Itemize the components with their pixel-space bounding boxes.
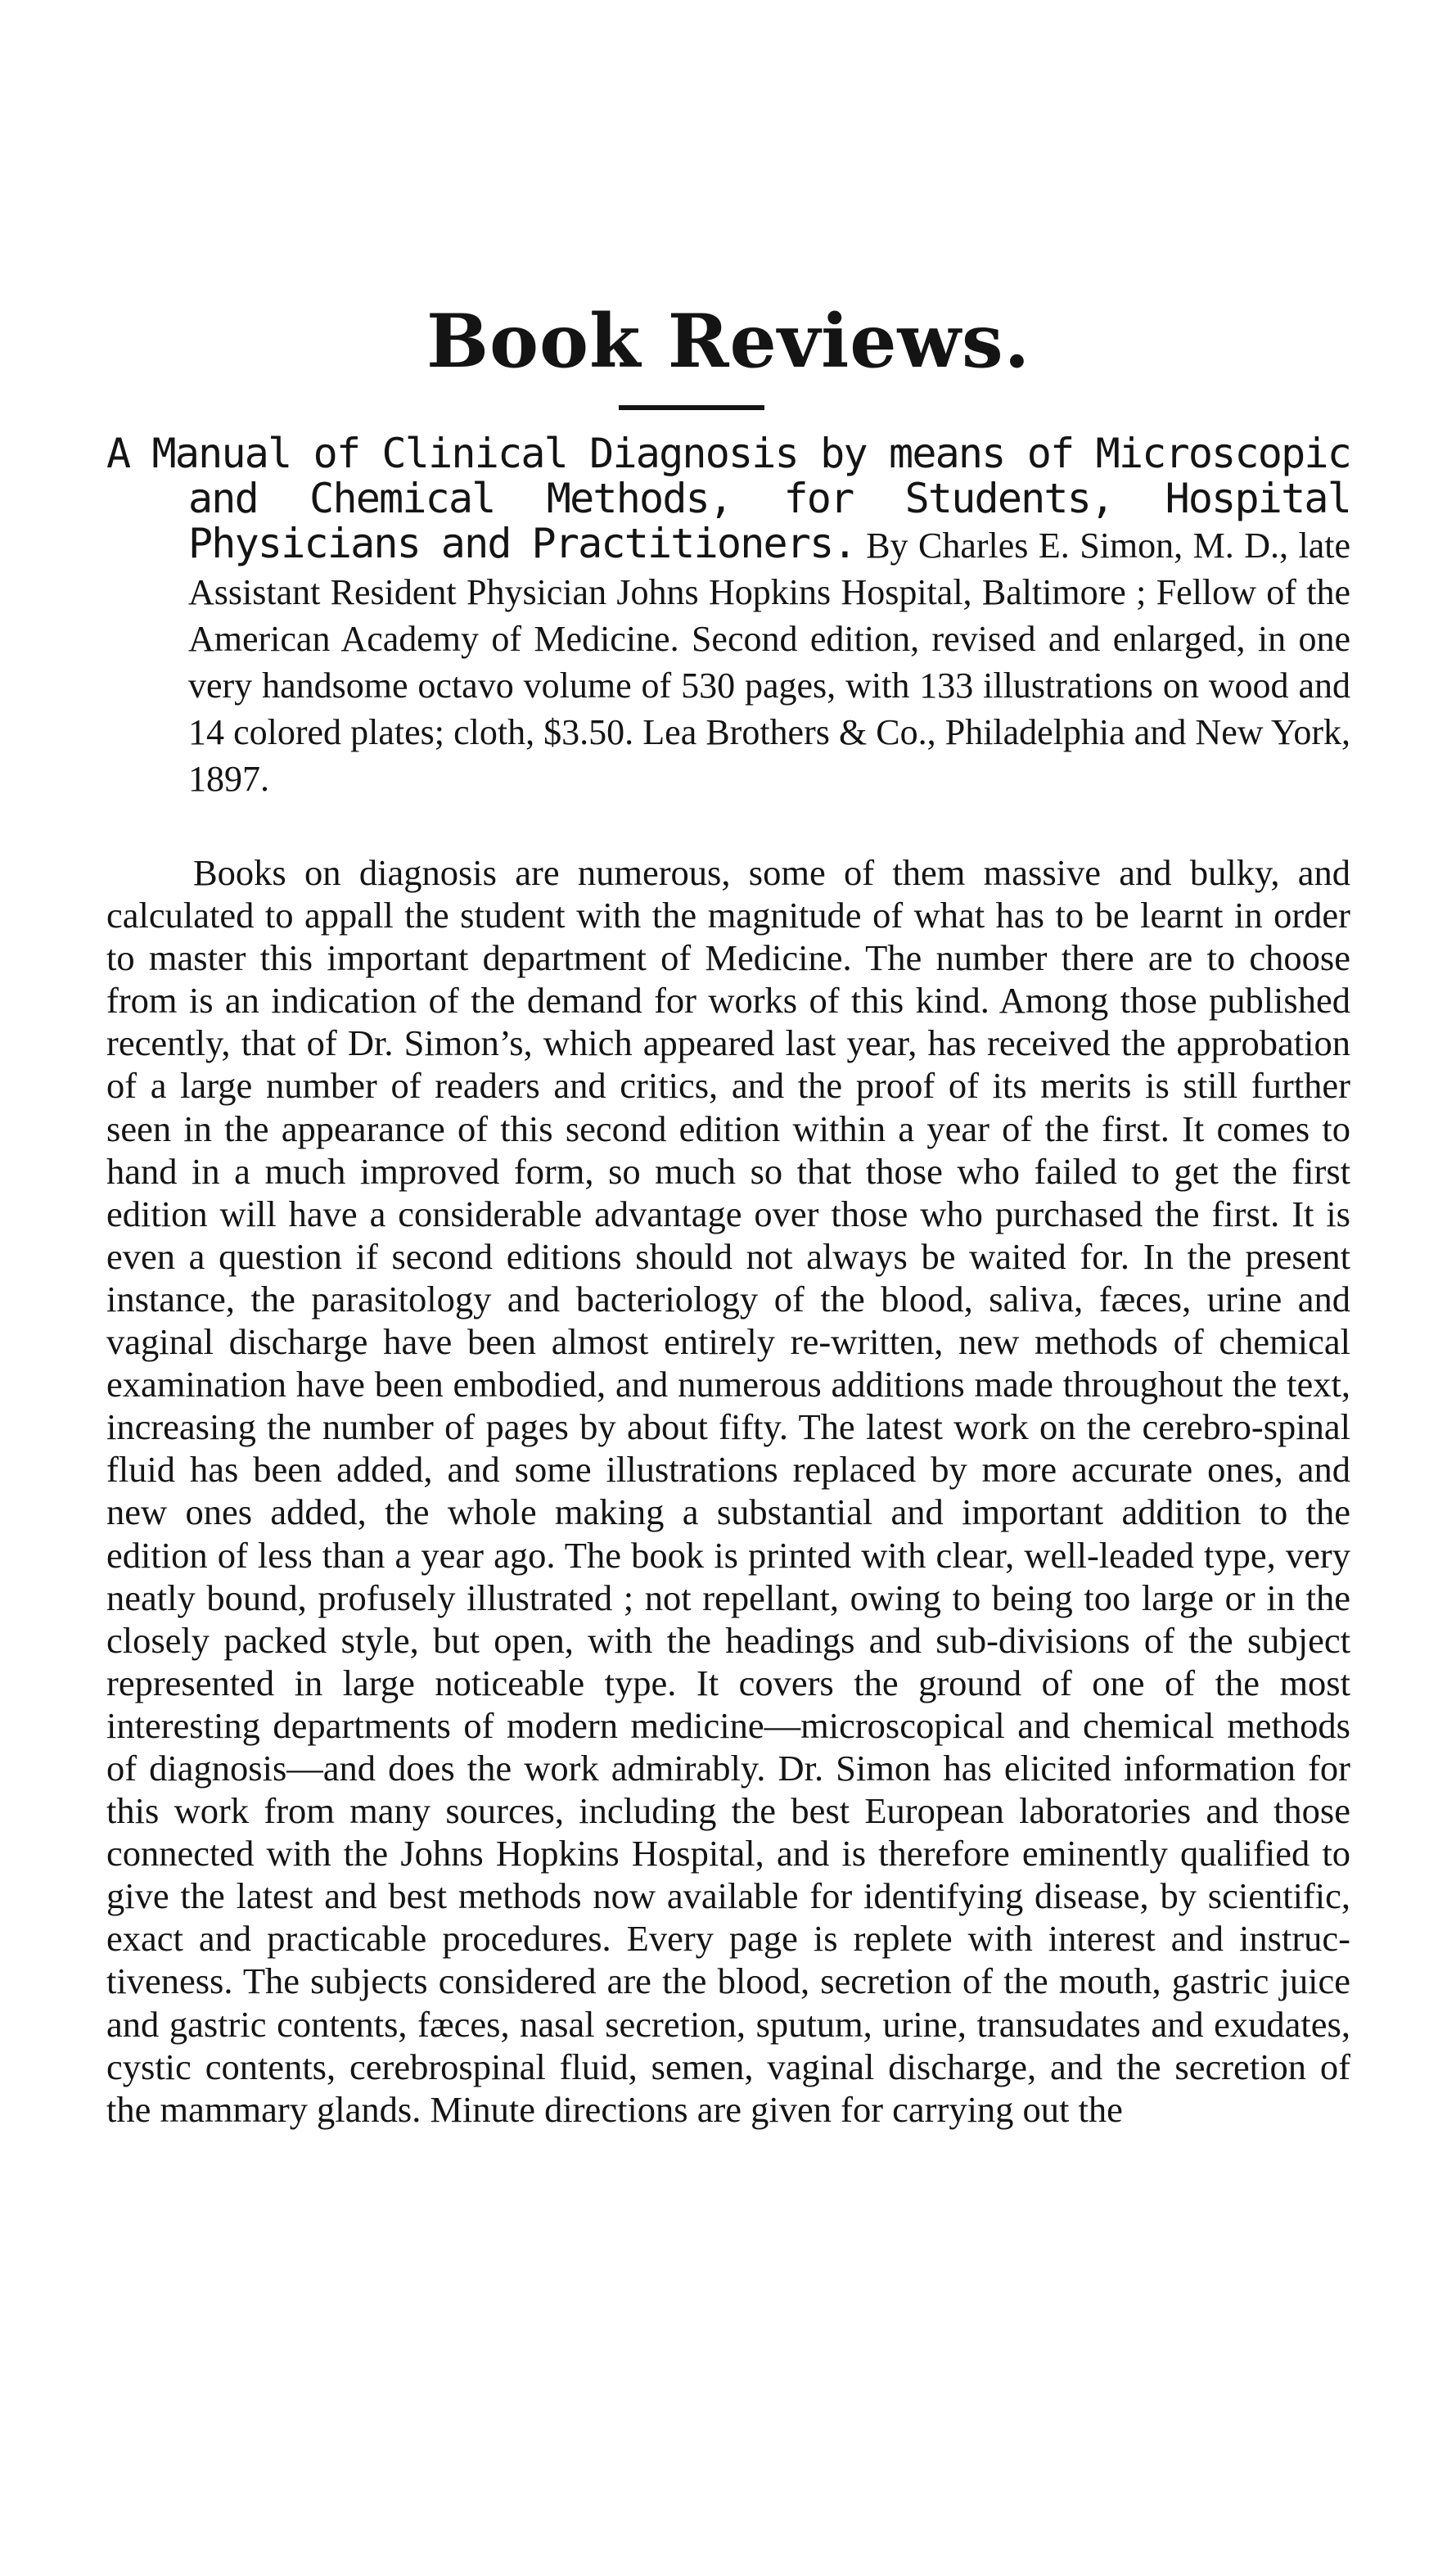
book-title-and-meta: [106, 431, 1350, 801]
section-title: Book Reviews.: [426, 298, 1031, 385]
title-divider-rule: [619, 405, 764, 410]
book-citation: [106, 431, 1350, 801]
book-meta: By Charles E. Simon, M. D., late Assistant Resident Physician Johns Hopkins Hospital, Baltimore ; Fellow of the American Academy of Medicine. Second edition, revised and enlarged, in one very handsome octavo volume of 530 pages, with 133 illustrations on wood and 14 colored plates; cloth, $3.50. Lea Brothers & Co., Philadelphia and New York, 1897.: [188, 526, 1350, 799]
book-title: A Manual of Clinical Diagnosis by means of Microscopic and Chemical Methods, for Students, Hospital Physicians and Practitioners.: [106, 430, 1350, 567]
review-body: Books on diagnosis are numerous, some of them massive and bulky, and calculated to appall the student with the magnitude of what has to be learnt in order to master this important department of Medicine. The number there are to choose from is an indication of the demand for works of this kind. Among those published recently, that of Dr. Simon’s, which appeared last year, has received the approbation of a large number of readers and critics, and the proof of its merits is still further seen in the appearance of this second edition within a year of the first. It comes to hand in a much improved form, so much so that those who failed to get the first edition will have a considerable advantage over those who purchased the first. It is even a question if second editions should not always be waited for. In the present instance, the parasitology and bacteriology of the blood, saliva, fæces, urine and vaginal discharge have been almost entirely re-written, new methods of chemical examination have been embodied, and numerous additions made throughout the text, increasing the number of pages by about fifty. The latest work on the cerebro-spinal fluid has been added, and some illustrations replaced by more accurate ones, and new ones added, the whole making a substantial and important addition to the edition of less than a year ago. The book is printed with clear, well-leaded type, very neatly bound, profusely illustrated ; not repellant, owing to being too large or in the closely packed style, but open, with the headings and sub-divisions of the subject represented in large noticeable type. It covers the ground of one of the most interesting departments of modern medicine—microscopical and chemical methods of diagnosis—and does the work admirably. Dr. Simon has elicited information for this work from many sources, including the best European laboratories and those connected with the Johns Hopkins Hospital, and is therefore eminently qualified to give the latest and best methods now available for identifying disease, by scientific, exact and practicable procedures. Every page is replete with interest and instructiveness. The subjects considered are the blood, secretion of the mouth, gastric juice and gastric contents, fæces, nasal secretion, sputum, urine, transudates and exudates, cystic contents, cerebrospinal fluid, semen, vaginal discharge, and the secretion of the mammary glands. Minute directions are given for carrying out the: [106, 852, 1350, 2130]
